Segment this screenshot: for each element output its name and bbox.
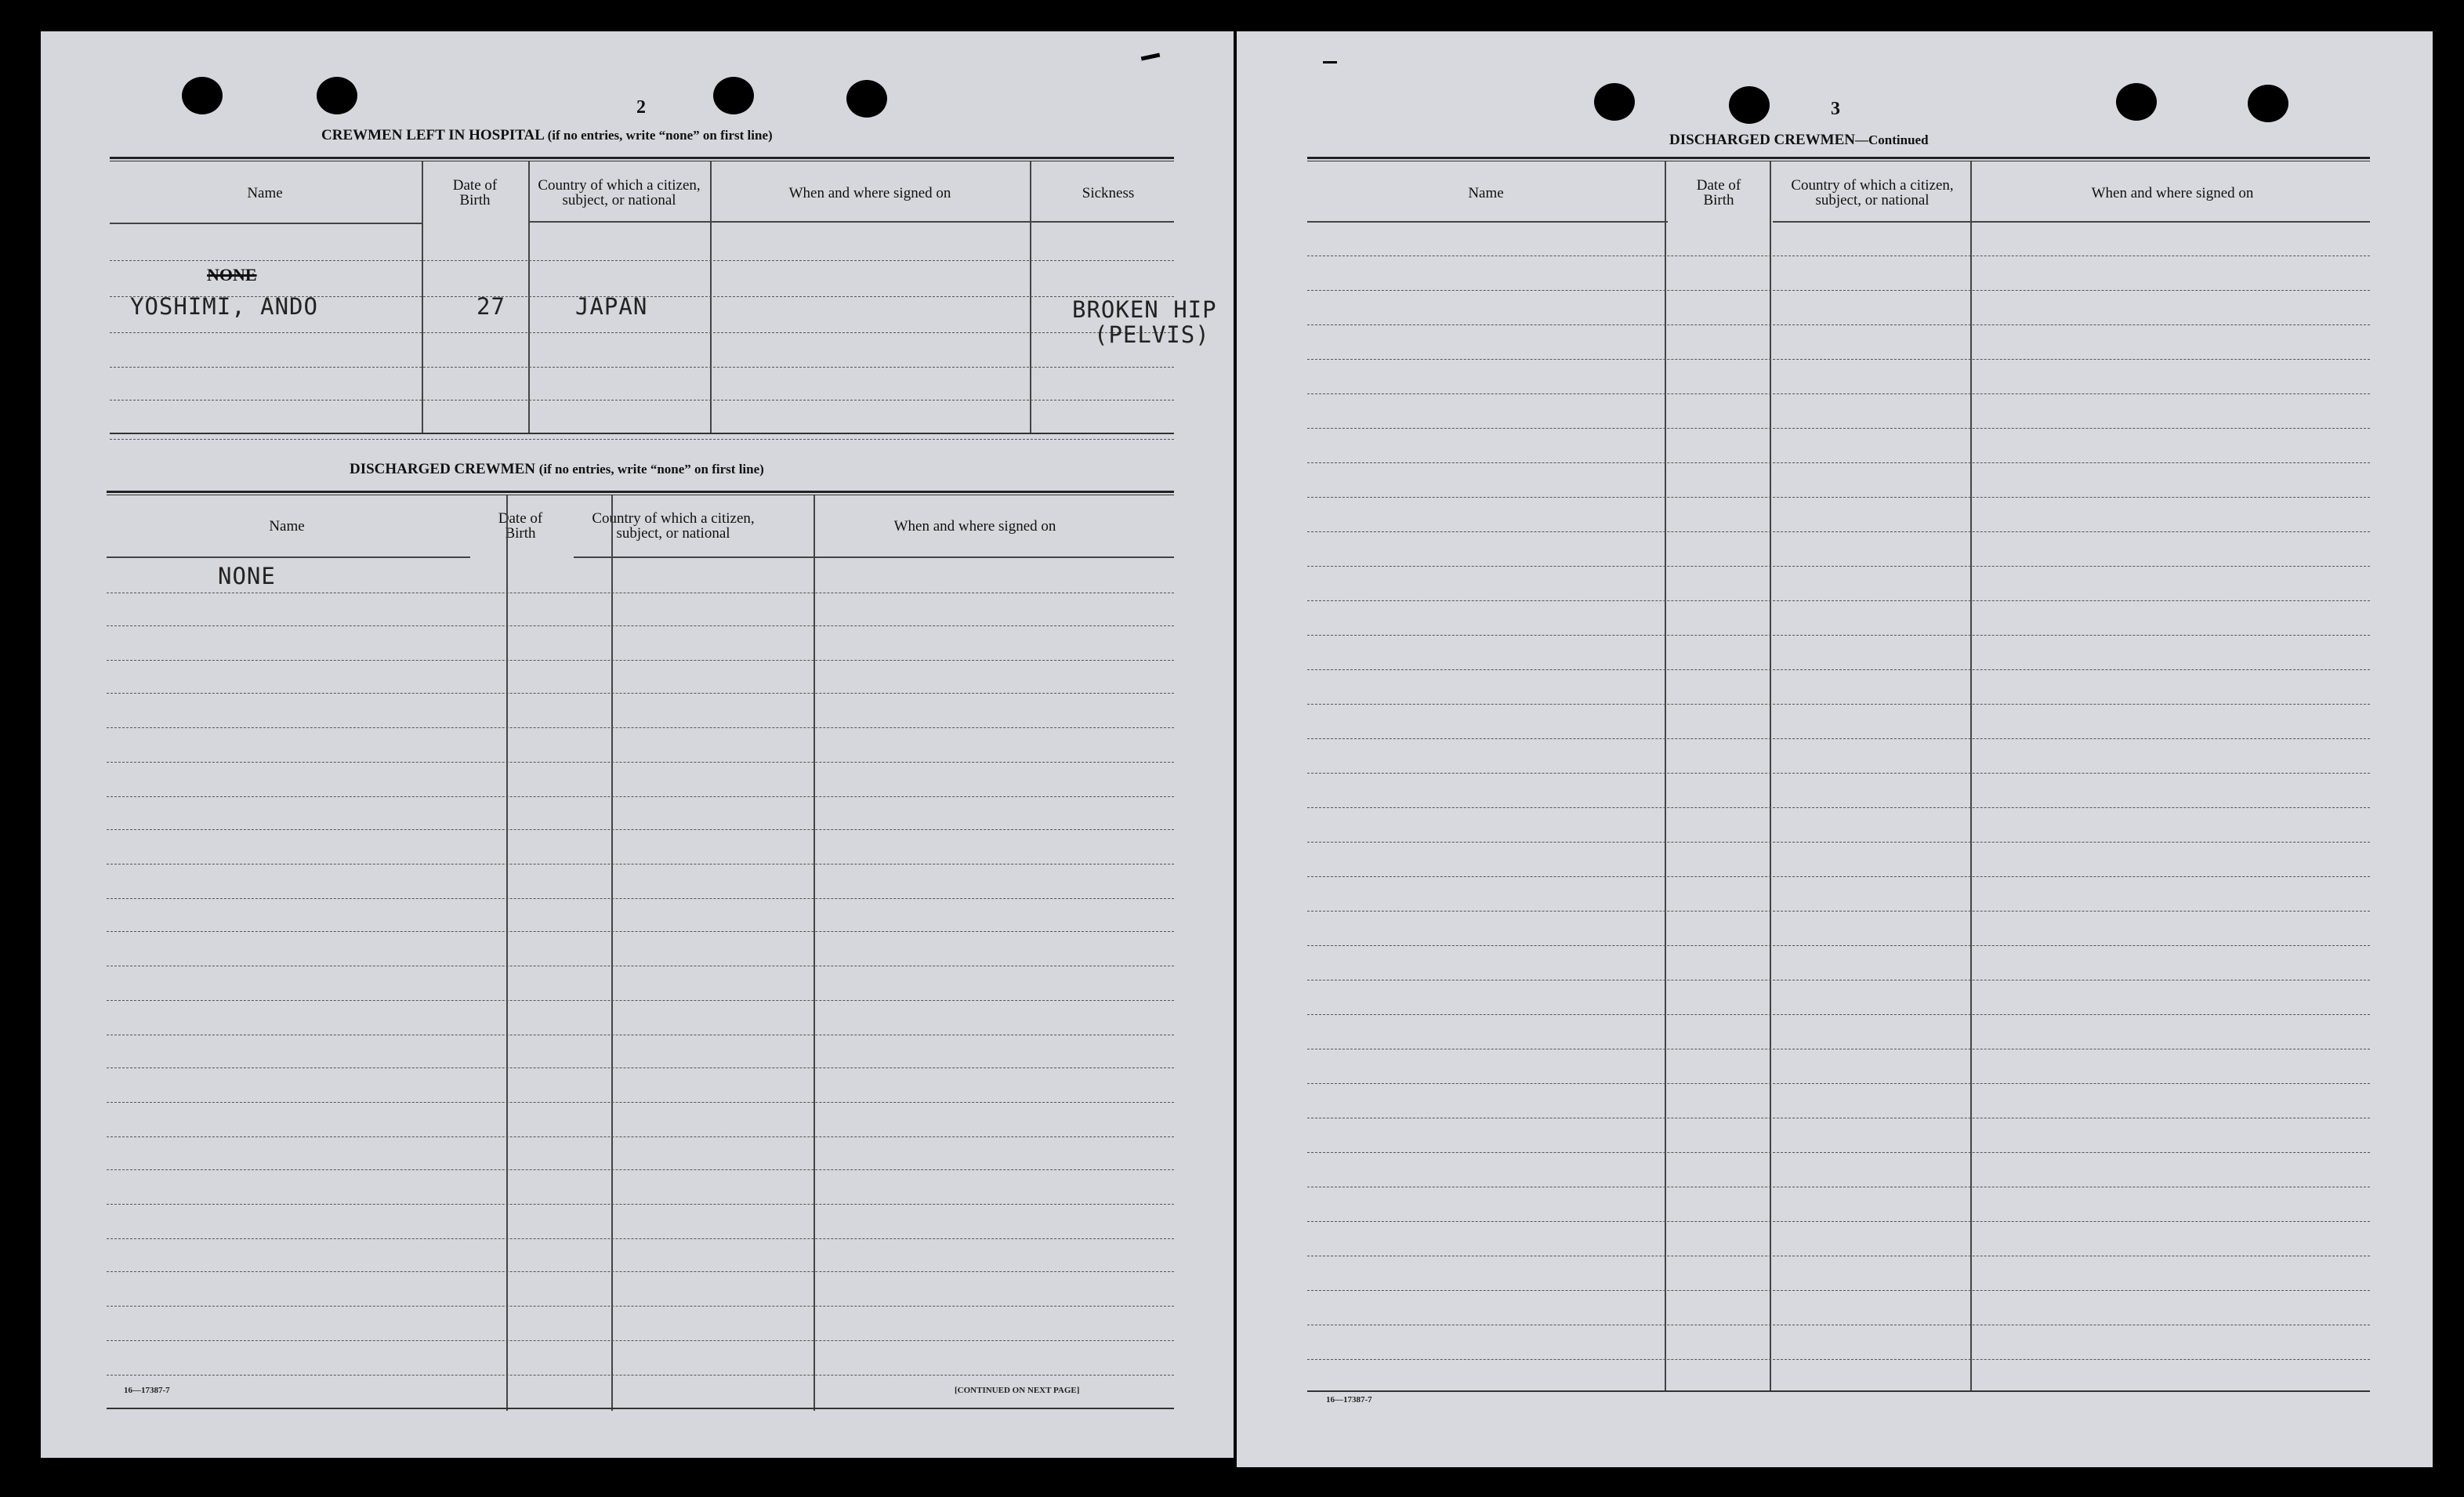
discharged-continued-title: DISCHARGED CREWMEN—Continued <box>1669 132 1929 148</box>
punch-hole <box>2248 85 2288 122</box>
hospital-entry-sickness-line1: BROKEN HIP <box>1072 296 1217 323</box>
ink-mark <box>1141 53 1161 61</box>
col-header-dob: Date of Birth <box>498 510 543 542</box>
col-header-sickness: Sickness <box>1082 184 1135 201</box>
punch-hole <box>1594 83 1635 121</box>
page-number: 3 <box>1831 99 1840 119</box>
punch-hole <box>2116 83 2157 121</box>
punch-hole <box>182 77 223 114</box>
col-header-country: Country of which a citizen, subject, or national <box>538 177 701 208</box>
col-header-dob: Date of Birth <box>1696 177 1741 208</box>
col-header-name: Name <box>269 517 305 535</box>
hospital-entry-country: JAPAN <box>575 293 648 320</box>
continued-note: [CONTINUED ON NEXT PAGE] <box>955 1386 1080 1395</box>
hospital-table <box>110 157 1217 470</box>
discharged-entry-none: NONE <box>218 563 276 589</box>
col-header-country: Country of which a citizen, subject, or national <box>592 510 755 542</box>
col-header-name: Name <box>247 184 283 201</box>
discharged-section-title: DISCHARGED CREWMEN (if no entries, write “none” on first line) <box>350 461 764 477</box>
hospital-entry-dob: 27 <box>476 293 505 320</box>
col-header-signed: When and where signed on <box>788 184 951 201</box>
col-header-dob: Date of Birth <box>452 177 498 208</box>
punch-hole <box>317 77 357 114</box>
hospital-section-title: CREWMEN LEFT IN HOSPITAL (if no entries, write “none” on first line) <box>321 127 773 143</box>
col-header-signed: When and where signed on <box>893 517 1056 535</box>
col-header-signed: When and where signed on <box>2091 184 2254 201</box>
ink-mark <box>1323 61 1337 63</box>
col-header-name: Name <box>1468 184 1504 201</box>
hospital-entry-name: YOSHIMI, ANDO <box>130 293 318 320</box>
right-page <box>1237 31 2433 1467</box>
discharged-continued-table <box>1307 157 2370 1426</box>
punch-hole <box>1729 86 1770 124</box>
page-number: 2 <box>636 97 646 118</box>
discharged-table <box>107 491 1174 1423</box>
form-number: 16—17387-7 <box>1326 1395 1372 1405</box>
punch-hole <box>846 80 887 118</box>
col-header-country: Country of which a citizen, subject, or national <box>1791 177 1954 208</box>
left-page <box>41 31 1234 1458</box>
punch-hole <box>713 77 754 114</box>
form-number: 16—17387-7 <box>124 1386 170 1395</box>
struck-none-entry: NONE <box>207 265 257 285</box>
hospital-entry-sickness-line2: (PELVIS) <box>1094 321 1210 348</box>
